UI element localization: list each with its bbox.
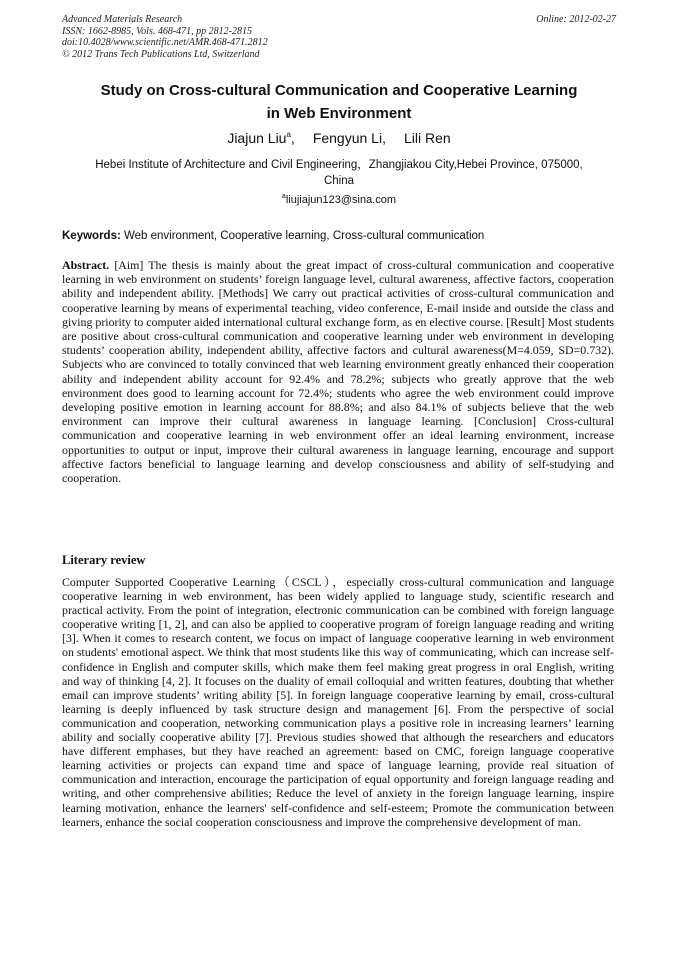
journal-issn: ISSN: 1662-8985, Vols. 468-471, pp 2812-2815	[62, 25, 252, 37]
author-name: Lili Ren	[403, 130, 451, 146]
author-list	[62, 129, 616, 147]
online-date: Online: 2012-02-27	[536, 14, 616, 25]
affiliation	[62, 157, 616, 189]
author-email	[62, 193, 616, 207]
body-paragraph: Computer Supported Cooperative Learning（CSCL），especially cross-cultural communication and language cooperative learning in web environment, has been widely applied to language study, scientific research and practical activity. From the point of integration, electronic communication can be combined with foreign language cooperative writing [1, 2], and can also be applied to cooperative program of foreign language reading and writing [3]. When it comes to research content, we focus on impact of language cooperative learning in web environment on students' emotional aspect. We think that most students like this way of communicating, which can increase self-confidence in English and computer skills, which make them feel making great progress in oral English, writing and way of thinking [4, 2]. It focuses on the duality of email colloquial and written features, doubting that whether email can improve students’ writing ability [5]. In foreign language cooperative learning by email, cross-cultural learning is deeply influenced by task structure design and management [6]. From the perspective of social communication and cooperation, networking communication plays a positive role in increasing learners’ learning ability and socially cooperative ability [7]. Previous studies showed that although the researchers and educators have different emphases, but they have reached an agreement: based on CMC, foreign language cooperative learning activities or projects can expand time and space of language learning, provide real situation of communication and interaction, encourage the participation of equal opportunity and foreign language reading and writing, and other comprehensive abilities; Reduce the level of anxiety in the foreign language learning, inspire learning motivation, enhance the learners' self-confidence and self-esteem; Promote the communication between learners, enhance the social cooperation consciousness and improve the comprehensive development of man.	[62, 575, 614, 829]
keywords	[62, 229, 616, 243]
paper-title	[62, 79, 616, 125]
section-heading: Literary review	[62, 553, 146, 567]
abstract-text: [Aim] The thesis is mainly about the great impact of cross-cultural communication and cooperative learning in web environment on students’ foreign language level, cultural awareness, affective factors, cooperation ability and independent ability. [Methods] We carry out practical activities of cross-cultural communication and cooperative learning by means of experimental teaching, video conference, E-mail inside and outside the class and giving priority to computer aided international cultural exchange form, as en elective course. [Result] Most students are positive about cross-cultural communication and cooperative learning under web environment in developing students’ cooperation ability, independent ability, affective factors and cultural awareness(M=4.059, SD=0.732). Subjects who are convinced to totally convinced that web learning environment greatly enhanced their cooperation ability and independent ability account for 92.4% and 78.2%; subjects who greatly approve that the web environment does good to learning account for 72.4%; students who agree the web environment could improve developing positive emotion in learning account for 88.8%; and also 84.1% of subjects believe that the web environment can improve their cultural awareness in language learning. [Conclusion] Cross-cultural communication and cooperative learning in web environment offer an ideal learning environment, increase opportunities to output or input, improve their cultural awareness in language learning, encourage and support affective factors beneficial to language learning and develop consciousness and ability of self-studying and cooperation.	[62, 258, 614, 486]
keywords-label: Keywords:	[62, 230, 121, 242]
email-superscript: a	[281, 193, 286, 200]
author-superscript: a	[286, 130, 291, 139]
keywords-text: Web environment, Cooperative learning, Cross-cultural communication	[124, 230, 485, 242]
journal-name: Advanced Materials Research	[62, 14, 183, 25]
journal-header	[62, 14, 482, 60]
title-line-2: in Web Environment	[266, 105, 412, 122]
abstract-label: Abstract.	[62, 258, 110, 272]
author-separator: ,	[290, 130, 295, 146]
email-address[interactable]: liujiajun123@sina.com	[285, 194, 397, 206]
author-name: Fengyun Li	[312, 130, 383, 146]
journal-doi[interactable]: doi:10.4028/www.scientific.net/AMR.468-471.2812	[62, 37, 268, 48]
affiliation-line-2: China	[323, 175, 355, 187]
author-separator: ,	[382, 130, 386, 146]
abstract	[62, 258, 614, 485]
affiliation-line-1: Hebei Institute of Architecture and Civil Engineering，Zhangjiakou City,Hebei Province, 075000,	[95, 159, 583, 171]
author-name: Jiajun Liu	[227, 130, 287, 146]
title-line-1: Study on Cross-cultural Communication and Cooperative Learning	[100, 82, 578, 99]
journal-copyright: © 2012 Trans Tech Publications Ltd, Switzerland	[62, 48, 260, 60]
